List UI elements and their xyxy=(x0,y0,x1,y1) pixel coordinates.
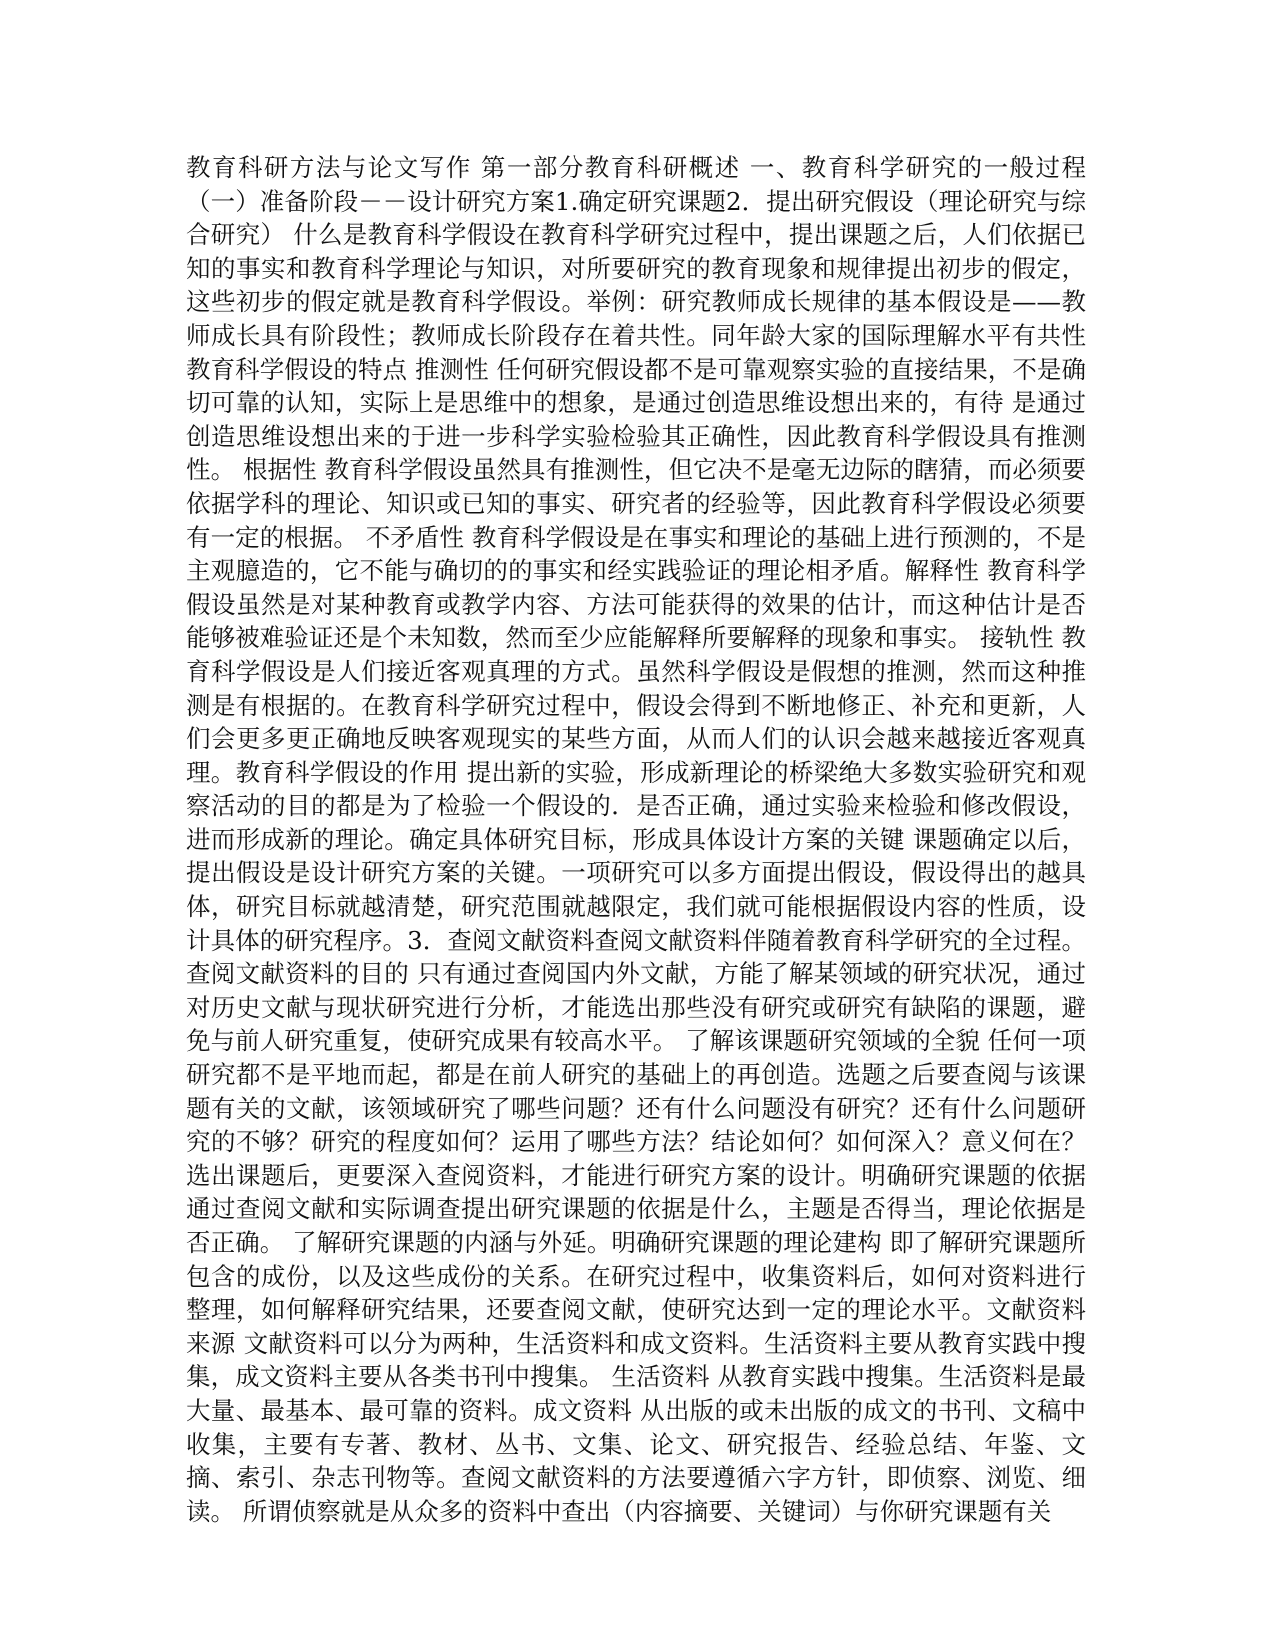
body-paragraph: 教育科研方法与论文写作 第一部分教育科研概述 一、教育科学研究的一般过程（一）准备阶段－－设计研究方案1.确定研究课题2．提出研究假设（理论研究与综合研究） 什么是教育科学假设在教育科学研究过程中，提出课题之后，人们依据已知的事实和教育科学理论与知识，对所要研究的教育现象和规律提出初步的假定，这些初步的假定就是教育科学假设。举例：研究教师成长规律的基本假设是——教师成长具有阶段性；教师成长阶段存在着共性。同年龄大家的国际理解水平有共性教育科学假设的特点 推测性 任何研究假设都不是可靠观察实验的直接结果，不是确切可靠的认知，实际上是思维中的想象，是通过创造思维设想出来的，有待 是通过创造思维设想出来的于进一步科学实验检验其正确性，因此教育科学假设具有推测性。 根据性 教育科学假设虽然具有推测性，但它决不是毫无边际的瞎猜，而必须要依据学科的理论、知识或已知的事实、研究者的经验等，因此教育科学假设必须要有一定的根据。 不矛盾性 教育科学假设是在事实和理论的基础上进行预测的，不是主观臆造的，它不能与确切的的事实和经实践验证的理论相矛盾。解释性 教育科学假设虽然是对某种教育或教学内容、方法可能获得的效果的估计，而这种估计是否能够被难验证还是个未知数，然而至少应能解释所要解释的现象和事实。 接轨性 教育科学假设是人们接近客观真理的方式。虽然科学假设是假想的推测，然而这种推测是有根据的。在教育科学研究过程中，假设会得到不断地修正、补充和更新，人们会更多更正确地反映客观现实的某些方面，从而人们的认识会越来越接近客观真理。教育科学假设的作用 提出新的实验，形成新理论的桥梁绝大多数实验研究和观察活动的目的都是为了检验一个假设的．是否正确，通过实验来检验和修改假设，进而形成新的理论。确定具体研究目标，形成具体设计方案的关键 课题确定以后，提出假设是设计研究方案的关键。一项研究可以多方面提出假设，假设得出的越具体，研究目标就越清楚，研究范围就越限定，我们就可能根据假设内容的性质，设计具体的研究程序。3．查阅文献资料查阅文献资料伴随着教育科学研究的全过程。查阅文献资料的目的 只有通过查阅国内外文献，方能了解某领域的研究状况，通过对历史文献与现状研究进行分析，才能选出那些没有研究或研究有缺陷的课题，避免与前人研究重复，使研究成果有较高水平。 了解该课题研究领域的全貌 任何一项研究都不是平地而起，都是在前人研究的基础上的再创造。选题之后要查阅与该课题有关的文献，该领域研究了哪些问题？还有什么问题没有研究？还有什么问题研究的不够？研究的程度如何？运用了哪些方法？结论如何？如何深入？意义何在？选出课题后，更要深入查阅资料，才能进行研究方案的设计。明确研究课题的依据 通过查阅文献和实际调查提出研究课题的依据是什么，主题是否得当，理论依据是否正确。 了解研究课题的内涵与外延。明确研究课题的理论建构 即了解研究课题所包含的成份，以及这些成份的关系。在研究过程中，收集资料后，如何对资料进行整理，如何解释研究结果，还要查阅文献，使研究达到一定的理论水平。文献资料来源 文献资料可以分为两种，生活资料和成文资料。生活资料主要从教育实践中搜集，成文资料主要从各类书刊中搜集。 生活资料 从教育实践中搜集。生活资料是最大量、最基本、最可靠的资料。成文资料 从出版的或未出版的成文的书刊、文稿中收集，主要有专著、教材、丛书、文集、论文、研究报告、经验总结、年鉴、文摘、索引、杂志刊物等。查阅文献资料的方法要遵循六字方针，即侦察、浏览、细读。 所谓侦察就是从众多的资料中查出（内容摘要、关键词）与你研究课题有关 xyxy=(186,153,1086,1526)
